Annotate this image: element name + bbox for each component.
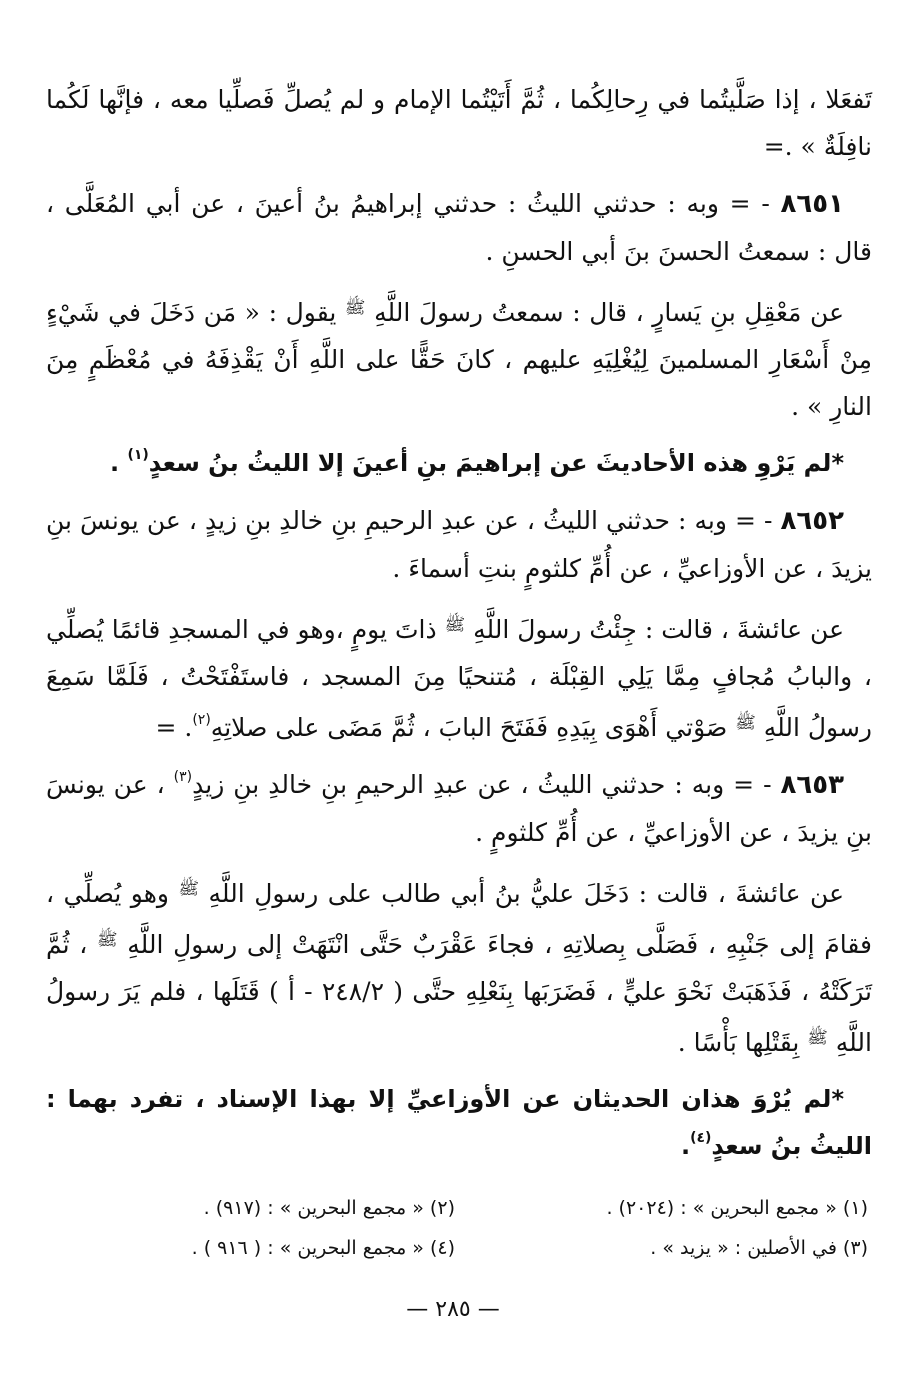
matn-text-mid2: ، ثُمَّ تَرَكَتْهُ ، فَذَهَبَتْ نَحْوَ عليٍّ ، فَضَرَبَها بِنَعْلِهِ حتَّى ( ٢٤٨/٢ - أ ) قَتَلَها ، فلم يَرَ رسولُ اللَّهِ: [46, 930, 872, 1057]
matn-text-mid: وهو يُصلِّي ، فقامَ إلى جَنْبِهِ ، فَصَلَّى بِصلاتِهِ ، فجاءَ عَقْرَبٌ حَتَّى انْتَهَتْ إلى رسولِ اللَّهِ: [46, 879, 872, 959]
isnad-text: - = وبه : حدثني الليثُ : حدثني إبراهيمُ بنُ أعينَ ، عن أبي المُعَلَّى ، قال : سمعتُ الحسنَ بنَ أبي الحسنِ .: [46, 189, 872, 266]
salla-glyph: ﷺ: [807, 1028, 828, 1048]
isnad-text: - = وبه : حدثني الليثُ ، عن عبدِ الرحيمِ بنِ خالدِ بنِ زيدٍ ، عن يونسَ بنِ يزيدَ ، عن الأوزاعيِّ ، عن أُمِّ كلثومٍ بنتِ أسماءَ .: [46, 506, 872, 583]
hadith-8652-matn: [46, 602, 872, 751]
hadith-8653-matn: [46, 866, 872, 1066]
isnad-text-end: ، عن يونسَ بنِ يزيدَ ، عن الأوزاعيِّ ، عن أُمِّ كلثومٍ .: [46, 770, 872, 847]
matn-text-start: عن عائشةَ ، قالت : دَخَلَ عليُّ بنُ أبي طالب على رسولِ اللَّهِ: [208, 879, 844, 908]
salla-glyph: ﷺ: [344, 298, 366, 318]
editor-note-2: [46, 1076, 872, 1170]
hadith-8652-isnad: [46, 497, 872, 592]
intro-paragraph: [46, 76, 872, 170]
matn-text-end: صَوْتي أَهْوَى بِيَدِهِ فَفَتَحَ البابَ ، ثُمَّ مَضَى على صلاتِهِ: [210, 713, 728, 742]
footnote-4: (٤) « مجمع البحرين » : ( ٩١٦ ) .: [191, 1237, 455, 1259]
hadith-8651-matn: [46, 285, 872, 430]
footnote-3: (٣) في الأصلين : « يزيد » .: [650, 1237, 868, 1259]
footnote-row: [46, 1228, 872, 1268]
footnote-marker: (١): [127, 447, 149, 463]
editor-note-1: [46, 440, 872, 487]
hadith-number: ٨٦٥٢: [780, 506, 844, 536]
footnote-marker: (٢): [192, 712, 211, 728]
matn-text-mid: ذاتَ يومٍ ،وهو في المسجدِ قائمًا يُصلِّي ، والبابُ مُجافٍ مِمَّا يَلِي القِبْلَة ، مُتنحيًا مِنَ المسجد ، فاستَفْتَحْتُ ، فَلَمَّا سَمِعَ رسولُ اللَّهِ: [46, 615, 872, 742]
footnote-marker: (٤): [690, 1130, 712, 1146]
footnote-1: (١) « مجمع البحرين » : (٢٠٢٤) .: [606, 1197, 868, 1219]
intro-text: تَفعَلا ، إذا صَلَّيتُما في رِحالِكُما ، ثُمَّ أَتَيْتُما الإمام و لم يُصلِّ فَصلِّيا معه ، فإنَّها لَكُما نافِلَةٌ » .=: [46, 85, 872, 161]
hadith-8653-isnad: [46, 761, 872, 856]
salla-glyph: ﷺ: [178, 879, 199, 899]
note-end: .: [680, 1132, 691, 1160]
salla-glyph: ﷺ: [96, 930, 118, 950]
footnote-row: [46, 1188, 872, 1228]
hadith-number: ٨٦٥٣: [780, 770, 844, 800]
hadith-number: ٨٦٥١: [780, 189, 845, 219]
note-text: *لم يَرْوِ هذه الأحاديثَ عن إبراهيمَ بنِ أعينَ إلا الليثُ بنُ سعدٍ: [148, 449, 844, 477]
salla-glyph: ﷺ: [735, 713, 756, 733]
matn-text-start: عن عائشةَ ، قالت : جِئْتُ رسولَ اللَّهِ: [473, 615, 844, 644]
isnad-text-start: - = وبه : حدثني الليثُ ، عن عبدِ الرحيمِ بنِ خالدِ بنِ زيدٍ: [192, 770, 772, 799]
footnotes: [46, 1188, 872, 1268]
salla-glyph: ﷺ: [444, 615, 466, 635]
note-text: *لم يُرْوَ هذان الحديثان عن الأوزاعيِّ إلا بهذا الإسناد ، تفرد بهما : الليثُ بنُ سعدٍ: [46, 1085, 872, 1160]
page-body: [46, 76, 872, 1180]
matn-end-mark: . =: [155, 713, 193, 742]
note-end: .: [109, 449, 128, 477]
matn-text-end: يقول : « مَن دَخَلَ في شَيْءٍ مِنْ أَسْعَارِ المسلمينَ لِيُغْلِيَهِ عليهم ، كانَ حَقًّا على اللَّهِ أَنْ يَقْذِفَهُ في مُعْظَمٍ مِنَ النارِ » .: [46, 298, 872, 421]
footnote-marker: (٣): [173, 769, 193, 785]
matn-text-start: عن مَعْقِلِ بنِ يَسارٍ ، قال : سمعتُ رسولَ اللَّهِ: [374, 298, 844, 327]
footnote-2: (٢) « مجمع البحرين » : (٩١٧) .: [203, 1197, 455, 1219]
page-number: — ٢٨٥ —: [406, 1297, 500, 1322]
matn-text-end: بِقَتْلِها بَأْسًا .: [677, 1028, 800, 1057]
hadith-8651-isnad: [46, 180, 872, 275]
